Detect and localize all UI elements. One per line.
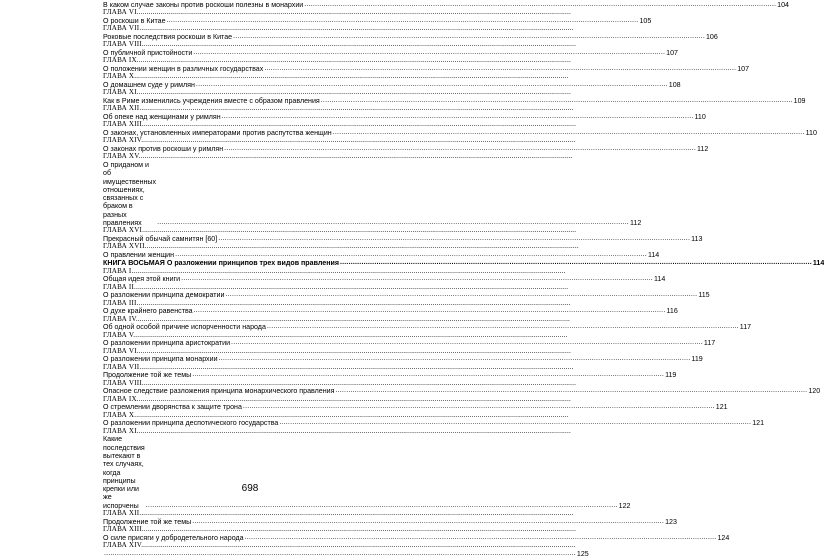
chapter-heading-text: ГЛАВА II bbox=[103, 282, 135, 291]
page-ref: 116 bbox=[666, 307, 678, 316]
list-item[interactable]: Опасное следствие разложения принципа монархического правления ............................................................................................................................................................................................................................ 120 bbox=[103, 387, 821, 396]
list-item[interactable]: О приданом и об имущественных отношениях, связанных с браком в разных правлениях ............................................................................................................................................................................................................................ 112 bbox=[103, 161, 642, 228]
chapter-heading: ГЛАВА XI............................................................................................................................................................................................................................ bbox=[103, 88, 571, 97]
chapter-heading-text: ГЛАВА XIV bbox=[103, 136, 142, 145]
entry-title: О разложении принципа демократии bbox=[103, 291, 225, 300]
entry-title: О роскоши в Китае bbox=[103, 17, 166, 25]
chapter-heading-text: ГЛАВА XII bbox=[103, 104, 140, 113]
list-item[interactable]: О разложении принципа демократии ............................................................................................................................................................................................................................ 115 bbox=[103, 291, 710, 300]
chapter-heading-text: ГЛАВА XIV bbox=[103, 541, 142, 550]
page-ref: 107 bbox=[737, 65, 750, 73]
page-ref: 123 bbox=[665, 517, 677, 526]
page-ref: 114 bbox=[812, 259, 824, 268]
entry-title: Прекрасный обычай самнитян [60] bbox=[103, 235, 218, 244]
chapter-heading: ГЛАВА XIV............................................................................................................................................................................................................................ bbox=[103, 541, 576, 550]
list-item[interactable]: О разложении принципа деспотического государства ............................................................................................................................................................................................................................ 121 bbox=[103, 419, 765, 428]
chapter-heading-text: ГЛАВА VI bbox=[103, 8, 137, 17]
entry-title: О духе крайнего равенства bbox=[103, 307, 193, 316]
page-ref: 119 bbox=[665, 371, 677, 380]
chapter-heading-text: ГЛАВА I bbox=[103, 266, 132, 275]
chapter-heading: ГЛАВА II............................................................................................................................................................................................................................ bbox=[103, 282, 569, 291]
chapter-heading-text: ГЛАВА IX bbox=[103, 56, 137, 65]
chapter-heading: ГЛАВА XIV............................................................................................................................................................................................................................ bbox=[103, 136, 576, 145]
list-item[interactable]: О духе крайнего равенства ............................................................................................................................................................................................................................ 116 bbox=[103, 307, 678, 316]
chapter-heading: ГЛАВА XVII............................................................................................................................................................................................................................ bbox=[103, 242, 579, 251]
chapter-heading: ГЛАВА V............................................................................................................................................................................................................................ bbox=[103, 330, 568, 339]
entry-title: О положении женщин в различных государствах bbox=[103, 65, 264, 73]
page-ref: 125 bbox=[576, 549, 589, 558]
chapter-heading: ГЛАВА VI............................................................................................................................................................................................................................ bbox=[103, 8, 571, 17]
page-ref: 114 bbox=[653, 275, 666, 284]
chapter-heading-text: ГЛАВА XVII bbox=[103, 242, 145, 251]
chapter-heading: ГЛАВА XVI............................................................................................................................................................................................................................ bbox=[103, 226, 577, 235]
list-item[interactable]: О роскоши в Китае ............................................................................................................................................................................................................................ 105 bbox=[103, 17, 652, 25]
page-ref: 107 bbox=[666, 49, 679, 57]
list-item[interactable]: Об опеке над женщинами у римлян ............................................................................................................................................................................................................................ 110 bbox=[103, 113, 706, 121]
entry-title: О разложении принципа деспотического государства bbox=[103, 419, 279, 428]
page-ref: 117 bbox=[739, 323, 752, 332]
list-item[interactable]: О публичной пристойности ............................................................................................................................................................................................................................ 107 bbox=[103, 49, 679, 57]
list-item[interactable]: Продолжение той же темы ............................................................................................................................................................................................................................ 119 bbox=[103, 371, 677, 380]
chapter-heading: ГЛАВА IX............................................................................................................................................................................................................................ bbox=[103, 56, 571, 65]
entry-title: О разложении принципа монархии bbox=[103, 355, 218, 364]
entry-title: Об опеке над женщинами у римлян bbox=[103, 113, 221, 121]
list-item[interactable]: О законах, установленных императорами против распутства женщин ............................................................................................................................................................................................................................ 110 bbox=[103, 129, 817, 137]
page-ref: 104 bbox=[777, 1, 789, 9]
entry-title: О разложении принципа аристократии bbox=[103, 339, 231, 348]
chapter-heading-text: ГЛАВА VI bbox=[103, 346, 137, 355]
entry-title: Продолжение той же темы bbox=[103, 371, 192, 380]
page-ref: 109 bbox=[793, 97, 806, 105]
list-item[interactable]: Общая идея этой книги ............................................................................................................................................................................................................................ 114 bbox=[103, 275, 666, 284]
chapter-heading: ГЛАВА VIII............................................................................................................................................................................................................................ bbox=[103, 378, 577, 387]
chapter-heading: ГЛАВА XII............................................................................................................................................................................................................................ bbox=[103, 104, 574, 113]
page-ref: 110 bbox=[805, 129, 817, 137]
chapter-heading-text: ГЛАВА III bbox=[103, 298, 137, 307]
entry-title: О приданом и об имущественных отношениях, связанных с браком в разных правлениях bbox=[103, 161, 157, 228]
entry-title: О силе присяги у добродетельного народа bbox=[103, 533, 244, 542]
page-ref: 122 bbox=[618, 501, 631, 510]
chapter-heading-text: ГЛАВА VIII bbox=[103, 40, 142, 49]
entry-title: О правлении женщин bbox=[103, 251, 175, 260]
entry-title: Общая идея этой книги bbox=[103, 275, 181, 284]
page-ref: 106 bbox=[705, 33, 718, 41]
chapter-heading: ГЛАВА VII............................................................................................................................................................................................................................ bbox=[103, 362, 574, 371]
list-item[interactable]: О законах против роскоши у римлян ............................................................................................................................................................................................................................ 112 bbox=[103, 145, 709, 153]
list-item[interactable]: О стремлении дворянства к защите трона ............................................................................................................................................................................................................................ 121 bbox=[103, 403, 728, 412]
chapter-heading: ГЛАВА X............................................................................................................................................................................................................................ bbox=[103, 72, 569, 81]
list-item[interactable]: О положении женщин в различных государствах ............................................................................................................................................................................................................................ 107 bbox=[103, 65, 750, 73]
list-item[interactable]: Какие последствия вытекают в тех случаях, когда принципы крепки или же испорчены ............................................................................................................................................................................................................................ 122 bbox=[103, 435, 631, 510]
list-item[interactable]: Как в Риме изменились учреждения вместе с образом правления ............................................................................................................................................................................................................................ 109 bbox=[103, 97, 806, 105]
page-ref: 120 bbox=[808, 387, 821, 396]
chapter-heading-text: ГЛАВА XII bbox=[103, 509, 140, 518]
chapter-heading: ГЛАВА I............................................................................................................................................................................................................................ bbox=[103, 266, 566, 275]
chapter-heading-text: ГЛАВА IX bbox=[103, 394, 137, 403]
list-item[interactable]: Продолжение той же темы ............................................................................................................................................................................................................................ 123 bbox=[103, 517, 677, 526]
page-ref: 105 bbox=[639, 17, 652, 25]
entry-title: Роковые последствия роскоши в Китае bbox=[103, 33, 233, 41]
page-ref: 108 bbox=[668, 81, 681, 89]
entry-title: Как в Риме изменились учреждения вместе с образом правления bbox=[103, 97, 320, 105]
list-item[interactable]: В каком случае законы против роскоши полезны в монархии ............................................................................................................................................................................................................................ 104 bbox=[103, 1, 789, 9]
chapter-heading-text: ГЛАВА XIII bbox=[103, 120, 142, 129]
entry-title: О законах, установленных императорами против распутства женщин bbox=[103, 129, 332, 137]
chapter-heading: ГЛАВА XII............................................................................................................................................................................................................................ bbox=[103, 509, 574, 518]
chapter-heading-text: ГЛАВА XIII bbox=[103, 525, 142, 534]
chapter-heading-text: ГЛАВА XI bbox=[103, 426, 137, 435]
chapter-heading: ГЛАВА IV............................................................................................................................................................................................................................ bbox=[103, 314, 571, 323]
chapter-heading-text: ГЛАВА XV bbox=[103, 152, 139, 161]
entry-title: О публичной пристойности bbox=[103, 49, 193, 57]
entry-title: В каком случае законы против роскоши полезны в монархии bbox=[103, 1, 304, 9]
list-item[interactable]: Роковые последствия роскоши в Китае ............................................................................................................................................................................................................................ 106 bbox=[103, 33, 718, 41]
page-ref: 121 bbox=[752, 419, 765, 428]
entry-title: КНИГА ВОСЬМАЯ О разложении принципов трех видов правления bbox=[103, 259, 339, 268]
page-ref: 115 bbox=[698, 291, 710, 300]
chapter-heading: ГЛАВА XIII............................................................................................................................................................................................................................ bbox=[103, 525, 577, 534]
list-item[interactable]: ............................................................................................................................................................................................................................ 125 bbox=[104, 549, 589, 558]
page-number: 698 bbox=[241, 483, 259, 494]
list-item[interactable]: О силе присяги у добродетельного народа ............................................................................................................................................................................................................................ 124 bbox=[103, 533, 730, 542]
chapter-heading-text: ГЛАВА X bbox=[103, 72, 135, 81]
page-ref: 110 bbox=[694, 113, 706, 121]
chapter-heading-text: ГЛАВА XVI bbox=[103, 226, 143, 235]
chapter-heading: ГЛАВА VI............................................................................................................................................................................................................................ bbox=[103, 346, 571, 355]
chapter-heading-text: ГЛАВА VII bbox=[103, 362, 140, 371]
chapter-heading: ГЛАВА VII............................................................................................................................................................................................................................ bbox=[103, 24, 574, 33]
page-ref: 117 bbox=[703, 339, 716, 348]
chapter-heading-text: ГЛАВА X bbox=[103, 410, 135, 419]
chapter-heading-text: ГЛАВА XI bbox=[103, 88, 137, 97]
chapter-heading-text: ГЛАВА V bbox=[103, 330, 134, 339]
page-ref: 112 bbox=[697, 145, 709, 153]
list-item[interactable]: О разложении принципа аристократии ............................................................................................................................................................................................................................ 117 bbox=[103, 339, 716, 348]
page-ref: 114 bbox=[647, 251, 660, 260]
list-item[interactable]: О домашнем суде у римлян ............................................................................................................................................................................................................................ 108 bbox=[103, 81, 681, 89]
table-of-contents bbox=[103, 1, 824, 558]
chapter-heading-text: ГЛАВА VIII bbox=[103, 378, 142, 387]
entry-title: О стремлении дворянства к защите трона bbox=[103, 403, 242, 412]
chapter-heading-text: ГЛАВА VII bbox=[103, 24, 140, 33]
entry-title: О домашнем суде у римлян bbox=[103, 81, 195, 89]
list-item[interactable]: Прекрасный обычай самнитян [60] ............................................................................................................................................................................................................................ 113 bbox=[103, 235, 703, 244]
entry-title: Продолжение той же темы bbox=[103, 517, 192, 526]
page-ref: 119 bbox=[691, 355, 703, 364]
chapter-heading-text: ГЛАВА IV bbox=[103, 314, 136, 323]
list-item[interactable]: О правлении женщин ............................................................................................................................................................................................................................ 114 bbox=[103, 251, 660, 260]
chapter-heading: ГЛАВА XI............................................................................................................................................................................................................................ bbox=[103, 426, 571, 435]
chapter-heading: ГЛАВА X............................................................................................................................................................................................................................ bbox=[103, 410, 569, 419]
page-ref: 121 bbox=[715, 403, 728, 412]
chapter-heading: ГЛАВА XV............................................................................................................................................................................................................................ bbox=[103, 152, 573, 161]
entry-title: О законах против роскоши у римлян bbox=[103, 145, 224, 153]
page-ref: 112 bbox=[629, 219, 642, 228]
chapter-heading: ГЛАВА VIII............................................................................................................................................................................................................................ bbox=[103, 40, 577, 49]
chapter-heading: ГЛАВА III............................................................................................................................................................................................................................ bbox=[103, 298, 571, 307]
book-heading[interactable]: КНИГА ВОСЬМАЯ О разложении принципов трех видов правления ............................................................................................................................................................................................................................ 114 bbox=[103, 259, 824, 268]
list-item[interactable]: О разложении принципа монархии ............................................................................................................................................................................................................................ 119 bbox=[103, 355, 703, 364]
entry-title: Об одной особой причине испорченности народа bbox=[103, 323, 266, 332]
entry-title: Опасное следствие разложения принципа монархического правления bbox=[103, 387, 335, 396]
page-ref: 113 bbox=[691, 235, 703, 244]
entry-title: Какие последствия вытекают в тех случаях, когда принципы крепки или же испорчены bbox=[103, 435, 145, 510]
chapter-heading: ГЛАВА IX............................................................................................................................................................................................................................ bbox=[103, 394, 571, 403]
list-item[interactable]: Об одной особой причине испорченности народа ............................................................................................................................................................................................................................ 117 bbox=[103, 323, 752, 332]
page-ref: 124 bbox=[717, 533, 730, 542]
chapter-heading: ГЛАВА XIII............................................................................................................................................................................................................................ bbox=[103, 120, 577, 129]
